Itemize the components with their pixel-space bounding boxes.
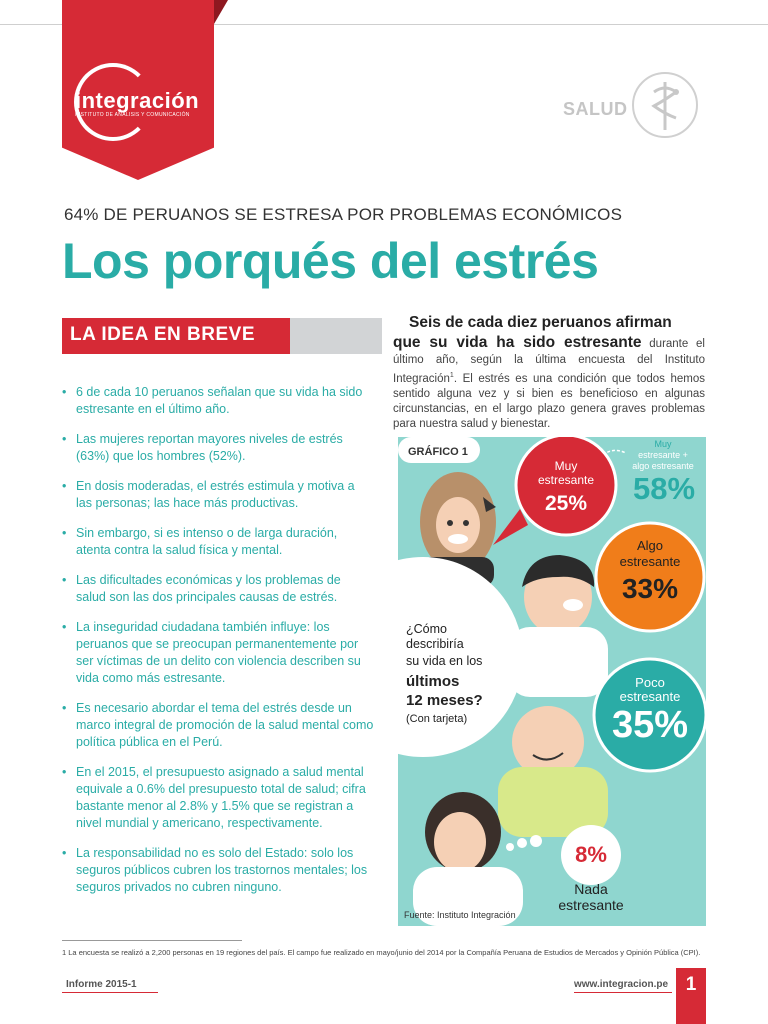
- bubble-very-stressed-tail: [493, 509, 528, 545]
- idea-bullet: • Es necesario abordar el tema del estrés desde un marco integral de promoción de la salud mental como política pública en el Perú.: [62, 700, 374, 751]
- footnote-text: La encuesta se realizó a 2,200 personas en 19 regiones del país. El campo fue realizado en mayo/junio del 2014 por la Compañía Peruana de Estudios de Mercados y Opinión Pública (CPI).: [68, 948, 701, 957]
- infographic-svg: [398, 437, 706, 926]
- idea-bullet: • Las dificultades económicas y los problemas de salud son las dos principales causas de estrés.: [62, 572, 374, 606]
- idea-heading: LA IDEA EN BREVE: [70, 324, 256, 345]
- intro-body-1: durante el último año, según la última encuesta del Instituto Integración: [393, 338, 705, 385]
- idea-bullet: • La responsabilidad no es solo del Estado: solo los seguros públicos cubren los trastornos mentales; los seguros privados no cubren ninguno.: [62, 845, 374, 896]
- report-rule: [62, 992, 158, 993]
- footnote-marker: 1: [62, 948, 67, 957]
- graphic-label: GRÁFICO 1: [408, 446, 468, 458]
- question-line1: ¿Cómo: [406, 622, 447, 636]
- idea-bullet: • En dosis moderadas, el estrés estimula y motiva a las personas; las hace más productivas.: [62, 478, 374, 512]
- value-label-very-line2: estresante: [537, 473, 595, 487]
- value-little-stressed: 35%: [611, 704, 689, 746]
- website-rule: [574, 992, 672, 993]
- website-link[interactable]: www.integracion.pe: [574, 979, 669, 990]
- idea-bullet: • En el 2015, el presupuesto asignado a salud mental equivale a 0.6% del presupuesto total de salud; cifra bastante menor al 2.8% y 1.5% que se registran a nivel mundial y americano, respectivamente.: [62, 764, 374, 832]
- article-title: Los porqués del estrés: [62, 233, 599, 289]
- value-label-none-line1: Nada: [574, 881, 608, 897]
- value-label-somewhat-line1: Algo: [636, 538, 664, 553]
- idea-bullet: • La inseguridad ciudadana también influye: los peruanos que se preocupan permanentemente por ser víctimas de un delito con violencia describen su vida como más estresante.: [62, 619, 374, 687]
- value-label-little-line1: Poco: [635, 675, 665, 690]
- question-line3: su vida en los: [406, 654, 483, 668]
- idea-bullet: • 6 de cada 10 peruanos señalan que su vida ha sido estresante en el último año.: [62, 384, 374, 418]
- graphic-source: Fuente: Instituto Integración: [404, 910, 516, 920]
- combined-value: 58%: [632, 471, 696, 506]
- value-very-stressed: 25%: [544, 492, 588, 515]
- tab-fold: [214, 0, 228, 24]
- value-label-little-line2: estresante: [619, 689, 681, 704]
- question-line4: últimos: [406, 673, 460, 690]
- brand-name: integración: [75, 88, 200, 113]
- value-label-somewhat-line2: estresante: [619, 554, 681, 569]
- value-label-none-line2: estresante: [558, 897, 624, 913]
- worried-man-illustration: [508, 555, 608, 697]
- intro-lead-line1: Seis de cada diez peruanos afirman: [409, 314, 672, 331]
- value-not-stressed: 8%: [575, 842, 607, 867]
- idea-bullet: • Las mujeres reportan mayores niveles de estrés (63%) que los hombres (52%).: [62, 431, 374, 465]
- report-label: Informe 2015-1: [66, 979, 137, 990]
- intro-lead-line2: que su vida ha sido estresante: [393, 334, 642, 351]
- combined-label-line1: Muy: [654, 439, 672, 449]
- page-number: 1: [685, 974, 697, 995]
- combined-label-line3: algo estresante: [632, 461, 694, 471]
- combined-label-line2: estresante +: [638, 450, 688, 460]
- value-somewhat-stressed: 33%: [621, 573, 679, 604]
- footnote-rule: [62, 940, 242, 941]
- footnote: [62, 947, 702, 958]
- idea-bullet: • Sin embargo, si es intenso o de larga duración, atenta contra la salud física y mental.: [62, 525, 374, 559]
- caduceus-icon: [630, 70, 700, 140]
- brand-tagline: INSTITUTO DE ANÁLISIS Y COMUNICACIÓN: [75, 112, 190, 118]
- idea-bullet-list: [62, 384, 374, 909]
- value-label-very-line1: Muy: [554, 459, 578, 473]
- footnote-ref: 1: [449, 372, 454, 379]
- stress-infographic: [398, 437, 706, 926]
- question-line6: (Con tarjeta): [406, 713, 468, 725]
- question-line5: 12 meses?: [406, 692, 483, 709]
- intro-paragraph: [393, 313, 705, 432]
- intro-body-2: . El estrés es una condición que todos hemos sentido alguna vez y si bien es beneficioso en algunas circunstancias, en el largo plazo genera graves problemas para nuestra salud y bienestar.: [393, 372, 705, 430]
- article-subtitle: 64% DE PERUANOS SE ESTRESA POR PROBLEMAS ECONÓMICOS: [64, 205, 623, 224]
- question-line2: describiría: [406, 637, 464, 651]
- section-label: SALUD: [563, 99, 628, 119]
- calm-man-illustration: [498, 706, 608, 837]
